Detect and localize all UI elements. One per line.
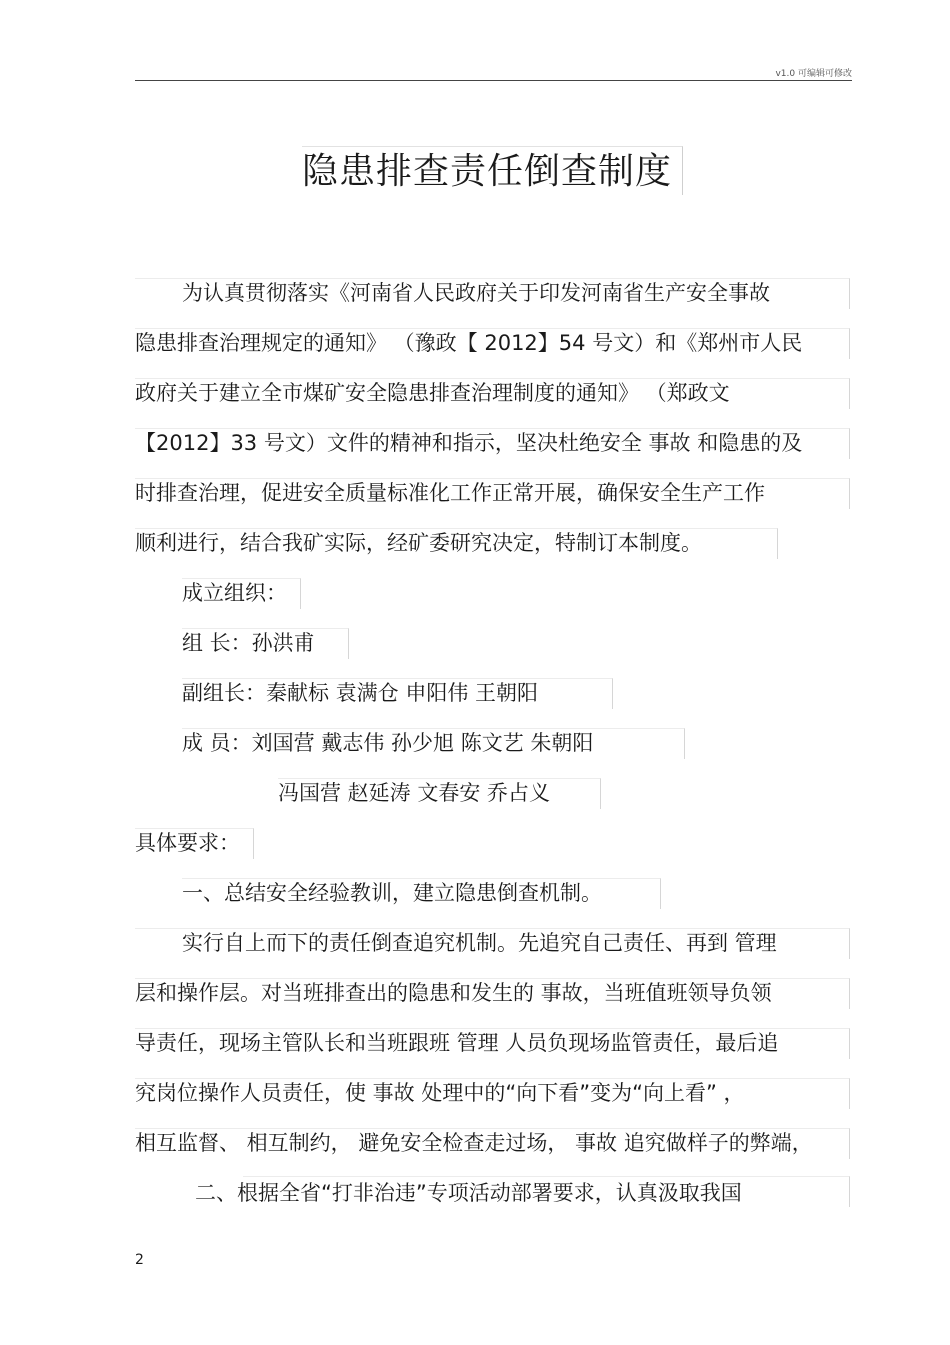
member-line: 副组长：秦献标 袁满仓 申阳伟 王朝阳 xyxy=(182,681,539,705)
member-line: 冯国营 赵延涛 文春安 乔占义 xyxy=(278,781,551,805)
paragraph-line: 实行自上而下的责任倒查追究机制。先追究自己责任、再到 管理 xyxy=(182,931,777,955)
paragraph-line: 层和操作层。对当班排查出的隐患和发生的 事故，当班值班领导负领 xyxy=(135,981,772,1005)
section-label: 具体要求： xyxy=(135,831,240,855)
version-label: v1.0 可编辑可修改 xyxy=(775,69,852,79)
paragraph-line: 究岗位操作人员责任，使 事故 处理中的“向下看”变为“向上看” ， xyxy=(135,1081,745,1105)
paragraph-line: 政府关于建立全市煤矿安全隐患排查治理制度的通知》 （郑政文 xyxy=(135,381,730,405)
section-heading: 二、根据全省“打非治违”专项活动部署要求，认真汲取我国 xyxy=(195,1181,742,1205)
paragraph-line: 顺利进行，结合我矿实际，经矿委研究决定，特制订本制度。 xyxy=(135,531,702,555)
paragraph-line: 为认真贯彻落实《河南省人民政府关于印发河南省生产安全事故 xyxy=(182,281,770,305)
member-line: 组 长：孙洪甫 xyxy=(182,631,315,655)
header-rule xyxy=(135,80,852,81)
paragraph-line: 导责任，现场主管队长和当班跟班 管理 人员负现场监管责任，最后追 xyxy=(135,1031,779,1055)
paragraph-line: 隐患排查治理规定的通知》 （豫政【 2012】54 号文）和《郑州市人民 xyxy=(135,331,803,355)
section-label: 成立组织： xyxy=(182,581,287,605)
document-title: 隐患排查责任倒查制度 xyxy=(302,151,673,192)
paragraph-line: 时排查治理，促进安全质量标准化工作正常开展，确保安全生产工作 xyxy=(135,481,765,505)
paragraph-line: 【2012】33 号文）文件的精神和指示，坚决杜绝安全 事故 和隐患的及 xyxy=(135,431,803,455)
page-number: 2 xyxy=(135,1252,144,1268)
paragraph-line: 相互监督、 相互制约， 避免安全检查走过场， 事故 追究做样子的弊端， xyxy=(135,1131,813,1155)
member-line: 成 员：刘国营 戴志伟 孙少旭 陈文艺 朱朝阳 xyxy=(182,731,594,755)
section-heading: 一、总结安全经验教训，建立隐患倒查机制。 xyxy=(182,881,602,905)
